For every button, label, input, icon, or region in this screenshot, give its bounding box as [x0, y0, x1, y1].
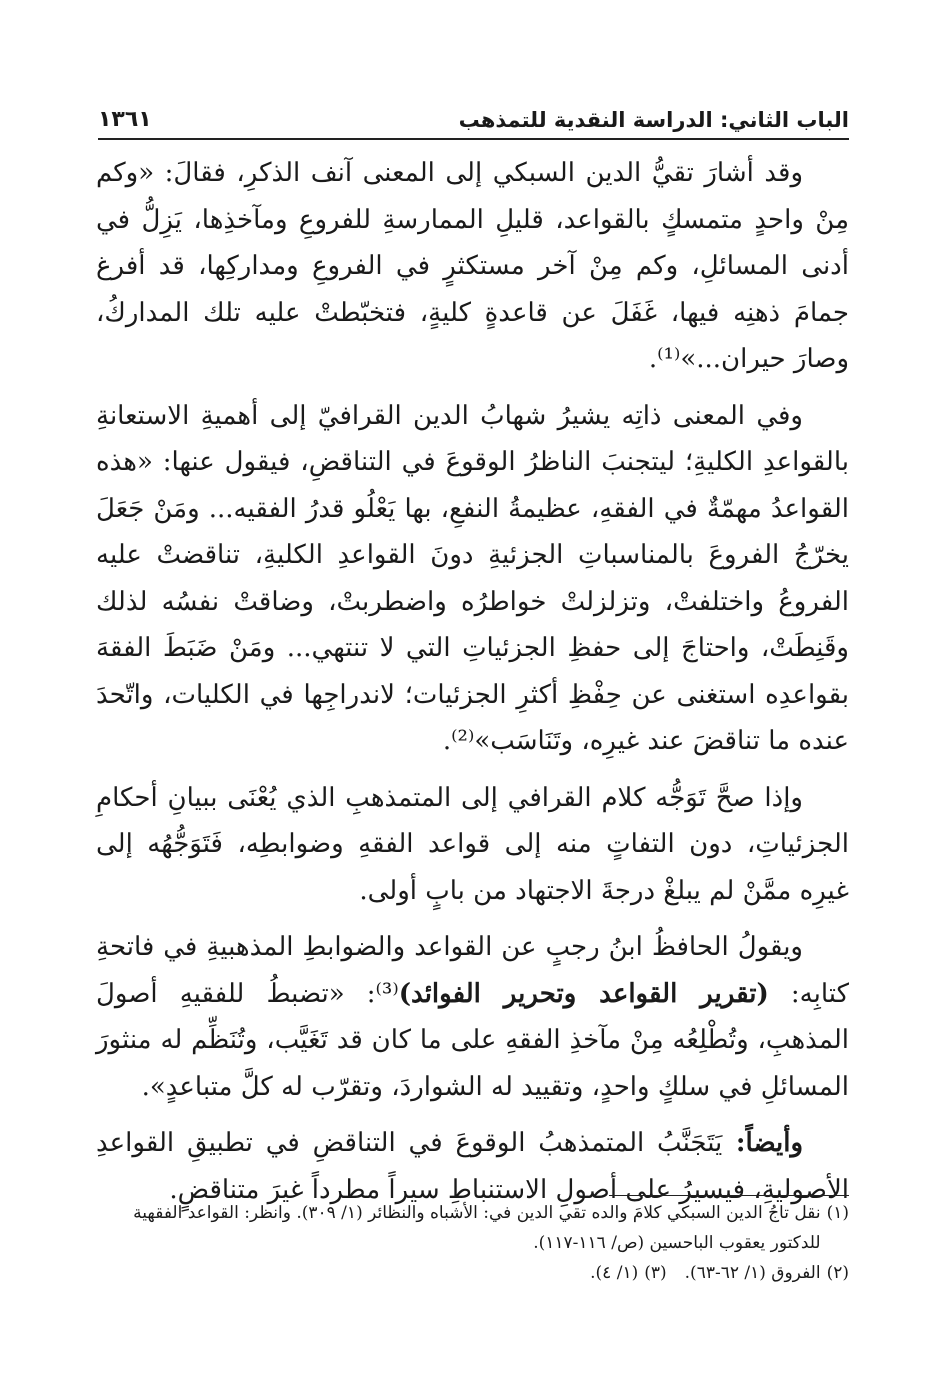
page-header — [98, 96, 849, 140]
footnote-1 — [96, 1198, 849, 1258]
footnote-2-number: (٢) — [826, 1263, 849, 1283]
main-text — [96, 150, 849, 1223]
footnote-1-number: (١) — [826, 1203, 849, 1223]
footnote-3 — [590, 1258, 667, 1288]
book-title: (تقرير القواعد وتحرير الفوائد) — [398, 978, 769, 1009]
footnote-separator — [609, 1195, 849, 1196]
footnote-1-text: نقل تاجُ الدين السبكي كلامَ والده تقي الدين في: الأشباه والنظائر (١/ ٣٠٩). وانظر: القواعد الفقهية للدكتور يعقوب الباحسين (ص/ ١١٦-١١٧). — [133, 1203, 821, 1253]
running-title: الباب الثاني: الدراسة النقدية للتمذهب — [458, 108, 849, 132]
paragraph-3: وإذا صحَّ تَوَجُّه كلام القرافي إلى المتمذهبِ الذي يُعْنَى ببيانِ أحكامِ الجزئياتِ، دون التفاتٍ منه إلى قواعد الفقهِ وضوابطِه، فَتَوَجُّهُه إلى غيرِه ممَّنْ لم يبلغْ درجةَ الاجتهاد من بابٍ أولى. — [96, 782, 849, 906]
page-number: ١٣٦١ — [98, 107, 152, 132]
footnotes — [96, 1198, 849, 1288]
footnote-row-2-3 — [96, 1258, 849, 1288]
paragraph-2: وفي المعنى ذاتِه يشيرُ شهابُ الدين القرافيّ إلى أهميةِ الاستعانةِ بالقواعدِ الكليةِ؛ ليتجنبَ الناظرُ الوقوعَ في التناقضِ، فيقول عنها: «هذه القواعدُ مهمّةٌ في الفقهِ، عظيمةُ النفعِ، بها يَعْلُو قدرُ الفقيه... ومَنْ جَعَلَ يخرّجُ الفروعَ بالمناسباتِ الجزئيةِ دونَ القواعدِ الكليةِ، تناقضتْ عليه الفروعُ واختلفتْ، وتزلزلتْ خواطرُه واضطربتْ، وضاقتْ نفسُه لذلك وقَنِطَتْ، واحتاجَ إلى حفظِ الجزئياتِ التي لا تنتهي... ومَنْ ضَبَطَ الفقهَ بقواعدِه استغنى عن حِفْظِ أكثرِ الجزئيات؛ لاندراجِها في الكليات، واتّحدَ عنده ما تناقضَ عند غيرِه، وتَنَاسَب»⁽²⁾. — [96, 400, 849, 756]
paragraph-1: وقد أشارَ تقيُّ الدين السبكي إلى المعنى آنف الذكرِ، فقالَ: «وكم مِنْ واحدٍ متمسكٍ بالقواعد، قليلِ الممارسةِ للفروعِ ومآخذِها، يَزِلُّ في أدنى المسائلِ، وكم مِنْ آخر مستكثرٍ في الفروعِ ومداركِها، قد أفرغ جمامَ ذهنِه فيها، غَفَلَ عن قاعدةٍ كليةٍ، فتخبّطتْ عليه تلك المداركُ، وصارَ حيران...»⁽¹⁾. — [96, 158, 849, 374]
footnote-3-number: (٣) — [644, 1263, 667, 1283]
paragraph-4-before: ويقولُ الحافظُ ابنُ رجبٍ عن القواعد والضوابطِ المذهبيةِ في فاتحةِ كتابِه: — [96, 932, 849, 1009]
footnote-3-text: (١/ ٤). — [590, 1263, 639, 1283]
paragraph-5-lead: وأيضاً: — [722, 1128, 804, 1158]
paragraph-4 — [96, 924, 849, 1110]
footnote-2-text: الفروق (١/ ٦٢-٦٣). — [684, 1263, 821, 1283]
paragraph-4-after: ⁽³⁾: «تضبطُ للفقيهِ أصولَ المذهبِ، وتُطْلِعُه مِنْ مآخذِ الفقهِ على ما كان قد تَغَيَّب، وتُنَظِّم له منثورَ المسائلِ في سلكٍ واحدٍ، وتقييد له الشواردَ، وتقرّب له كلَّ متباعدٍ». — [96, 978, 849, 1102]
paragraph-5-rest: يَتَجَنَّبُ المتمذهبُ الوقوعَ في التناقضِ في تطبيقِ القواعدِ الأصوليةِ، فيسيرُ على أصولِ الاستنباطِ سيراً مطرداً غيرَ متناقضٍ. — [96, 1128, 849, 1205]
footnote-2 — [685, 1258, 849, 1288]
